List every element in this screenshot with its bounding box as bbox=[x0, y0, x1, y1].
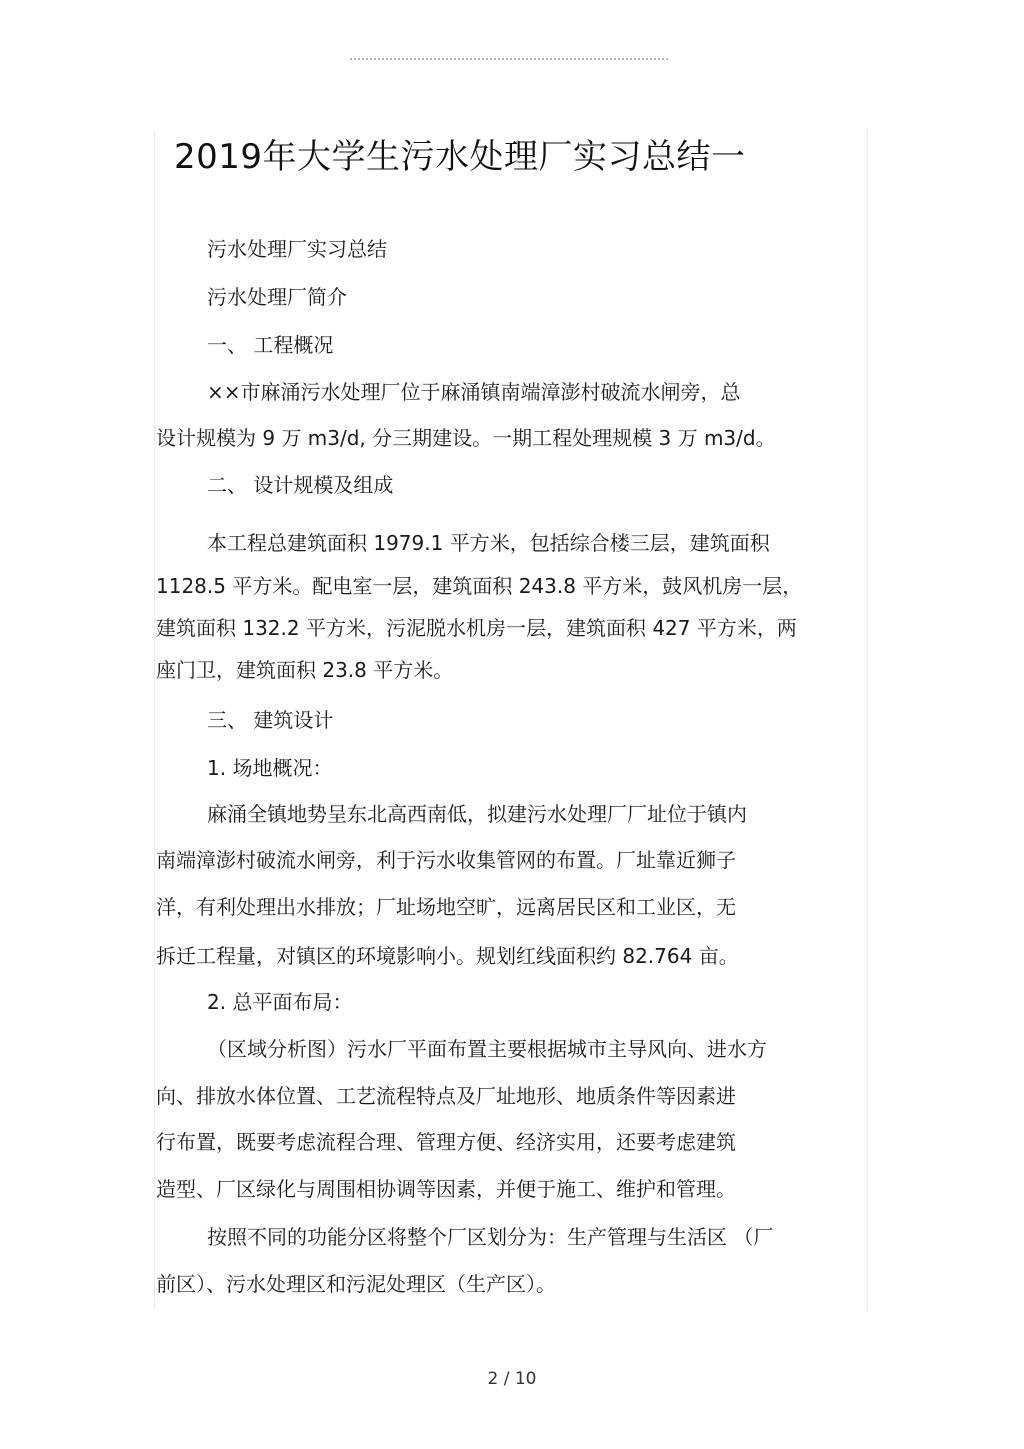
doc-line: 2. 总平面布局： bbox=[207, 990, 353, 1014]
doc-line: 按照不同的功能分区将整个厂区划分为：生产管理与生活区 （厂 bbox=[207, 1225, 774, 1249]
page-right-border bbox=[867, 130, 868, 1310]
page-left-border bbox=[154, 130, 155, 1310]
doc-line: 污水处理厂实习总结 bbox=[207, 237, 387, 261]
doc-line: 行布置，既要考虑流程合理、管理方便、经济实用，还要考虑建筑 bbox=[156, 1130, 736, 1154]
doc-line: 1128.5 平方米。配电室一层，建筑面积 243.8 平方米，鼓风机房一层， bbox=[156, 574, 803, 598]
doc-line: 一、 工程概况 bbox=[207, 333, 334, 357]
doc-line: 三、 建筑设计 bbox=[207, 708, 334, 732]
doc-line: 设计规模为 9 万 m3/d, 分三期建设。一期工程处理规模 3 万 m3/d。 bbox=[156, 426, 776, 450]
doc-line: 座门卫，建筑面积 23.8 平方米。 bbox=[156, 658, 454, 682]
doc-line: 二、 设计规模及组成 bbox=[207, 473, 394, 497]
doc-line: 本工程总建筑面积 1979.1 平方米，包括综合楼三层，建筑面积 bbox=[207, 531, 770, 555]
doc-line: 1. 场地概况： bbox=[207, 756, 333, 780]
header-dotted-rule bbox=[350, 58, 668, 60]
doc-line: 向、排放水体位置、工艺流程特点及厂址地形、地质条件等因素进 bbox=[156, 1084, 736, 1108]
doc-line: 洋，有利处理出水排放；厂址场地空旷，远离居民区和工业区，无 bbox=[156, 895, 736, 919]
doc-line: 麻涌全镇地势呈东北高西南低，拟建污水处理厂厂址位于镇内 bbox=[207, 802, 747, 826]
doc-line: 前区）、污水处理区和污泥处理区（生产区）。 bbox=[156, 1272, 556, 1296]
doc-line: 造型、厂区绿化与周围相协调等因素，并便于施工、维护和管理。 bbox=[156, 1177, 736, 1201]
document-title: 2019年大学生污水处理厂实习总结一 bbox=[174, 137, 746, 177]
doc-line: ××市麻涌污水处理厂位于麻涌镇南端漳澎村破流水闸旁，总 bbox=[207, 380, 741, 404]
doc-line: 拆迁工程量，对镇区的环境影响小。规划红线面积约 82.764 亩。 bbox=[156, 944, 739, 968]
doc-line: （区域分析图）污水厂平面布置主要根据城市主导风向、进水方 bbox=[207, 1037, 767, 1061]
page-indicator: 2 / 10 bbox=[487, 1369, 537, 1389]
doc-line: 南端漳澎村破流水闸旁，利于污水收集管网的布置。厂址靠近狮子 bbox=[156, 848, 736, 872]
doc-line: 建筑面积 132.2 平方米，污泥脱水机房一层，建筑面积 427 平方米，两 bbox=[156, 616, 797, 640]
doc-line: 污水处理厂简介 bbox=[207, 285, 347, 309]
